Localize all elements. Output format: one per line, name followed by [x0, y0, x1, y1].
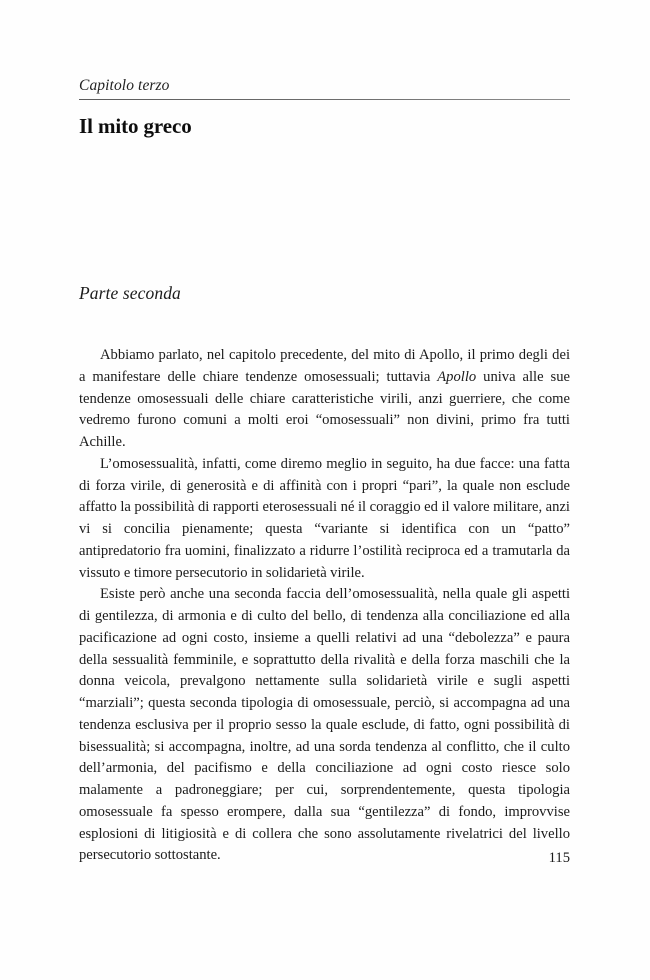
paragraph-3: Esiste però anche una seconda faccia dell’omosessualità, nella quale gli aspetti di gentilezza, di armonia e di culto del bello, di tendenza alla conciliazione ed alla pacificazione ad ogni costo, insieme a quelli relativi ad una “debolezza” e paura della sessualità femminile, e soprattutto della rivalità e della forza maschili che la donna veicola, prevalgono nettamente sulla solidarietà virile e sugli aspetti “marziali”; questa seconda tipologia di omosessuale, perciò, si accompagna ad una tendenza esclusiva per il proprio sesso la quale esclude, di fatto, ogni possibilità di bisessualità; si accompagna, inoltre, ad una sorda tendenza al conflitto, che il culto dell’armonia, del pacifismo e della conciliazione ad ogni costo riesce solo malamente a padroneggiare; per cui, sorprendentemente, questa tipologia omosessuale fa spesso erompere, dalla sua “gentilezza” di fondo, improvvise esplosioni di litigiosità e di collera che sono assolutamente rivelatrici del livello persecutorio sottostante.	[79, 586, 570, 864]
page-title: Il mito greco	[79, 114, 192, 139]
body-text	[79, 345, 570, 867]
section-heading: Parte seconda	[79, 283, 181, 303]
chapter-eyebrow: Capitolo terzo	[79, 77, 170, 94]
paragraph-1: Abbiamo parlato, nel capitolo precedente, del mito di Apollo, il primo degli dei a manifestare delle chiare tendenze omosessuali; tuttavia Apollo univa alle sue tendenze omosessuali delle chiare caratteristiche virili, anzi guerriere, che come vedremo furono comuni a molti eroi “omosessuali” non divini, primo fra tutti Achille.	[79, 347, 570, 450]
page-number: 115	[548, 850, 570, 866]
header-divider	[79, 99, 570, 100]
paragraph-2: L’omosessualità, infatti, come diremo meglio in seguito, ha due facce: una fatta di forza virile, di generosità e di affinità con i propri “pari”, la quale non esclude affatto la possibilità di rapporti eterosessuali né il coraggio ed il valore militare, anzi vi si concilia pienamente; questa “variante si identifica con un “patto” antipredatorio fra uomini, finalizzato a ridurre l’ostilità reciproca ed a tramutarla da vissuto e timore persecutorio in solidarietà virile.	[79, 455, 570, 581]
italic-term: Apollo	[437, 368, 477, 385]
chapter-header	[79, 76, 570, 154]
